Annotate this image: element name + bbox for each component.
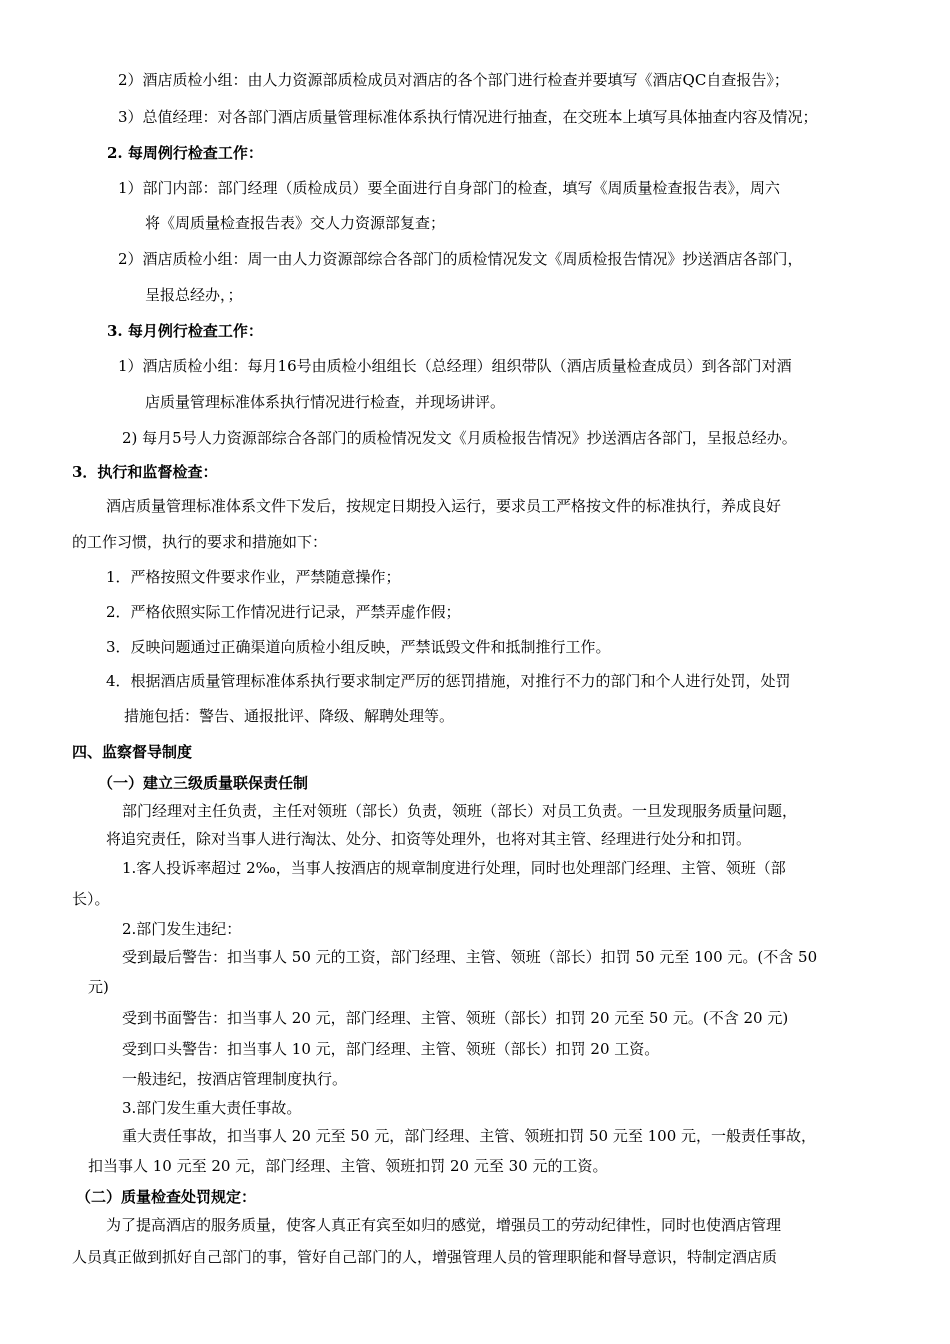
measure-item-1: 1．严格按照文件要求作业，严禁随意操作； xyxy=(106,568,401,586)
accident-rule-line-2: 扣当事人 10 元至 20 元，部门经理、主管、领班扣罚 20 元至 30 元的工资。 xyxy=(88,1157,608,1175)
monthly-check-heading: 3. 每月例行检查工作： xyxy=(107,322,263,340)
final-warning-line-1: 受到最后警告：扣当事人 50 元的工资，部门经理、主管、领班（部长）扣罚 50 元至 100 元。(不含 50 xyxy=(122,948,818,966)
complaint-rule-line-1: 1.客人投诉率超过 2‰，当事人按酒店的规章制度进行处理，同时也处理部门经理、主管、领班（部 xyxy=(122,859,786,877)
penalty-paragraph-line-2: 人员真正做到抓好自己部门的事，管好自己部门的人，增强管理人员的管理职能和督导意识，特制定酒店质 xyxy=(72,1248,778,1266)
daily-item-2: 2）酒店质检小组：由人力资源部质检成员对酒店的各个部门进行检查并要填写《酒店QC自查报告》； xyxy=(118,71,789,89)
section-4-heading: 四、监察督导制度 xyxy=(72,743,193,761)
complaint-rule-line-2: 长）。 xyxy=(72,890,110,908)
penalty-paragraph-line-1: 为了提高酒店的服务质量，使客人真正有宾至如归的感觉，增强员工的劳动纪律性，同时也使酒店管理 xyxy=(106,1216,782,1234)
weekly-item-1-line-2: 将《周质量检查报告表》交人力资源部复查； xyxy=(145,214,446,232)
general-violation-rule: 一般违纪，按酒店管理制度执行。 xyxy=(122,1070,348,1088)
measure-item-2: 2．严格依照实际工作情况进行记录，严禁弄虚作假； xyxy=(106,603,461,621)
subsection-1-heading: （一）建立三级质量联保责任制 xyxy=(98,774,309,792)
verbal-warning-rule: 受到口头警告：扣当事人 10 元，部门经理、主管、领班（部长）扣罚 20 工资。 xyxy=(122,1040,660,1058)
measure-item-4-line-2: 措施包括：警告、通报批评、降级、解聘处理等。 xyxy=(124,707,455,725)
final-warning-line-2: 元) xyxy=(88,978,109,996)
monthly-item-1-line-2: 店质量管理标准体系执行情况进行检查，并现场讲评。 xyxy=(145,393,506,411)
written-warning-rule: 受到书面警告：扣当事人 20 元，部门经理、主管、领班（部长）扣罚 20 元至 50 元。(不含 20 元) xyxy=(122,1009,789,1027)
accident-rule-line-1: 重大责任事故，扣当事人 20 元至 50 元，部门经理、主管、领班扣罚 50 元至 100 元，一般责任事故， xyxy=(122,1127,817,1145)
responsibility-paragraph-line-2: 将追究责任，除对当事人进行淘汰、处分、扣资等处理外，也将对其主管、经理进行处分和扣罚。 xyxy=(106,830,752,848)
measure-item-4-line-1: 4．根据酒店质量管理标准体系执行要求制定严厉的惩罚措施，对推行不力的部门和个人进行处罚，处罚 xyxy=(106,672,791,690)
section-3-paragraph-line-1: 酒店质量管理标准体系文件下发后，按规定日期投入运行，要求员工严格按文件的标准执行，养成良好 xyxy=(106,497,782,515)
monthly-item-1-line-1: 1）酒店质检小组：每月16号由质检小组组长（总经理）组织带队（酒店质量检查成员）到各部门对酒 xyxy=(118,357,792,375)
measure-item-3: 3．反映问题通过正确渠道向质检小组反映，严禁诋毁文件和抵制推行工作。 xyxy=(106,638,611,656)
violation-heading: 2.部门发生违纪： xyxy=(122,920,242,938)
weekly-item-1-line-1: 1）部门内部：部门经理（质检成员）要全面进行自身部门的检查，填写《周质量检查报告表》，周六 xyxy=(118,179,781,197)
weekly-check-heading: 2. 每周例行检查工作： xyxy=(107,144,263,162)
responsibility-paragraph-line-1: 部门经理对主任负责，主任对领班（部长）负责，领班（部长）对员工负责。一旦发现服务质量问题， xyxy=(122,802,798,820)
monthly-item-2: 2) 每月5号人力资源部综合各部门的质检情况发文《月质检报告情况》抄送酒店各部门，呈报总经办。 xyxy=(122,429,797,447)
section-3-paragraph-line-2: 的工作习惯，执行的要求和措施如下： xyxy=(72,533,328,551)
weekly-item-2-line-1: 2）酒店质检小组：周一由人力资源部综合各部门的质检情况发文《周质检报告情况》抄送酒店各部门， xyxy=(118,250,803,268)
major-accident-heading: 3.部门发生重大责任事故。 xyxy=(122,1099,302,1117)
daily-item-3: 3）总值经理：对各部门酒店质量管理标准体系执行情况进行抽查，在交班本上填写具体抽查内容及情况； xyxy=(118,108,818,126)
weekly-item-2-line-2: 呈报总经办，； xyxy=(145,286,243,304)
subsection-2-heading: （二）质量检查处罚规定： xyxy=(76,1188,257,1206)
section-3-heading: 3．执行和监督检查： xyxy=(72,463,218,481)
